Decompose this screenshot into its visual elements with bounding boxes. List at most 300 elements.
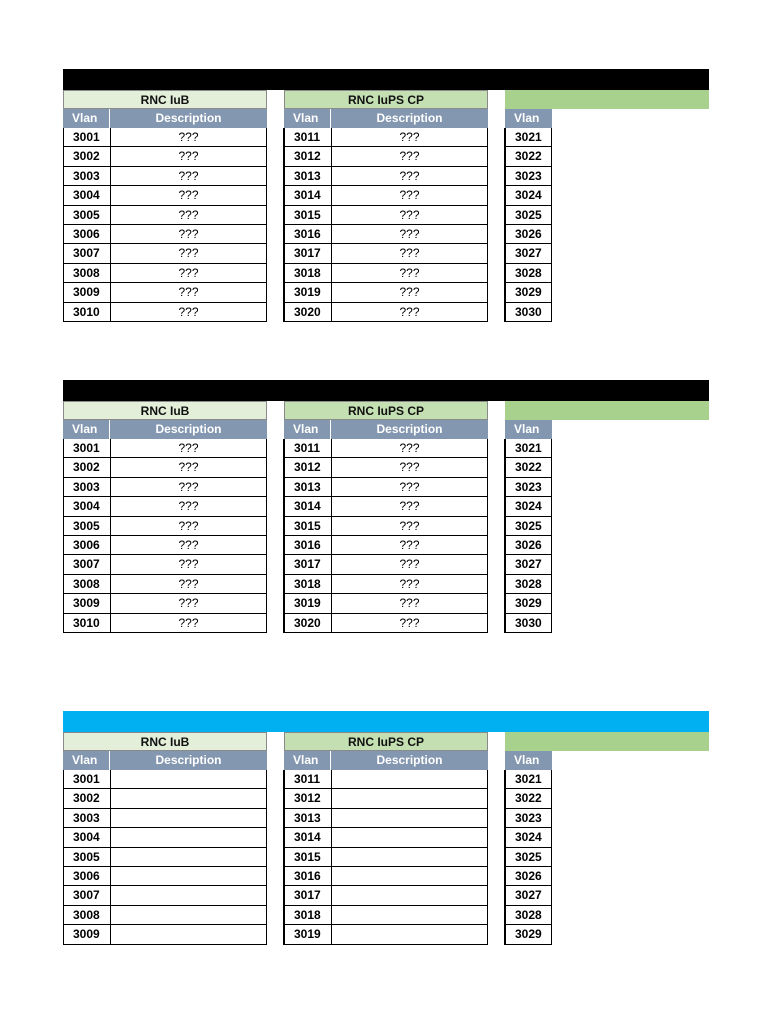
description-cell[interactable]: ??? bbox=[178, 518, 199, 533]
table-row[interactable] bbox=[284, 167, 488, 186]
table-row[interactable] bbox=[505, 886, 552, 905]
spacer-cell bbox=[267, 925, 284, 944]
description-cell[interactable]: ??? bbox=[399, 479, 420, 494]
table-row[interactable] bbox=[284, 458, 488, 477]
table-row[interactable] bbox=[505, 555, 552, 574]
vlan-cell[interactable]: 3013 bbox=[285, 478, 332, 496]
table-row[interactable] bbox=[505, 614, 552, 633]
table-row[interactable] bbox=[284, 848, 488, 867]
spacer-column bbox=[488, 90, 505, 322]
description-cell[interactable] bbox=[332, 809, 487, 827]
section-title-band bbox=[63, 69, 709, 90]
vlan-cell[interactable]: 3029 bbox=[515, 596, 542, 611]
spacer-cell bbox=[488, 303, 505, 322]
vlan-cell[interactable]: 3018 bbox=[285, 906, 332, 924]
description-cell[interactable]: ??? bbox=[399, 168, 420, 183]
table-row[interactable] bbox=[505, 789, 552, 808]
description-cell[interactable]: ??? bbox=[178, 441, 199, 455]
vlan-cell[interactable]: 3010 bbox=[64, 303, 111, 321]
vlan-cell[interactable]: 3012 bbox=[285, 147, 332, 165]
table-row[interactable] bbox=[63, 614, 267, 633]
spacer-cell bbox=[488, 439, 505, 458]
vlan-cell[interactable]: 3014 bbox=[285, 828, 332, 846]
spacer-column bbox=[488, 401, 505, 633]
vlan-cell[interactable]: 3005 bbox=[64, 848, 111, 866]
table-left bbox=[63, 90, 267, 322]
table-row[interactable] bbox=[505, 828, 552, 847]
table-row[interactable] bbox=[505, 497, 552, 516]
vlan-cell[interactable]: 3015 bbox=[285, 848, 332, 866]
vlan-cell[interactable]: 3022 bbox=[515, 791, 542, 806]
description-cell[interactable]: ??? bbox=[178, 168, 199, 183]
vlan-cell[interactable]: 3003 bbox=[64, 167, 111, 185]
table-row[interactable] bbox=[284, 886, 488, 905]
spacer-cell bbox=[267, 867, 284, 886]
table-row[interactable] bbox=[63, 828, 267, 847]
description-cell[interactable] bbox=[332, 886, 487, 904]
spacer-cell bbox=[267, 828, 284, 847]
vlan-cell[interactable]: 3011 bbox=[285, 128, 332, 146]
description-cell[interactable] bbox=[111, 848, 266, 866]
spacer-cell bbox=[267, 264, 284, 283]
table-row[interactable] bbox=[63, 128, 267, 147]
description-cell[interactable]: ??? bbox=[178, 130, 199, 144]
table-row[interactable] bbox=[284, 128, 488, 147]
spacer-column bbox=[267, 401, 284, 633]
table-row[interactable] bbox=[505, 809, 552, 828]
description-cell[interactable] bbox=[111, 925, 266, 943]
description-cell[interactable]: ??? bbox=[399, 149, 420, 164]
vlan-cell[interactable]: 3017 bbox=[285, 886, 332, 904]
vlan-cell[interactable]: 3026 bbox=[515, 868, 542, 883]
spacer-cell bbox=[488, 575, 505, 594]
vlan-cell[interactable]: 3011 bbox=[285, 439, 332, 457]
description-cell[interactable]: ??? bbox=[178, 596, 199, 611]
table-row[interactable] bbox=[63, 206, 267, 225]
vlan-cell[interactable]: 3008 bbox=[64, 264, 111, 282]
table-row[interactable] bbox=[63, 809, 267, 828]
description-cell[interactable]: ??? bbox=[399, 130, 420, 144]
table-row[interactable] bbox=[505, 536, 552, 555]
table-row[interactable] bbox=[284, 206, 488, 225]
table-row[interactable] bbox=[284, 478, 488, 497]
table-row[interactable] bbox=[505, 594, 552, 613]
table-row[interactable] bbox=[284, 264, 488, 283]
table-row[interactable] bbox=[63, 536, 267, 555]
vlan-cell[interactable]: 3001 bbox=[64, 128, 111, 146]
vlan-cell[interactable]: 3002 bbox=[64, 458, 111, 476]
vlan-cell[interactable]: 3024 bbox=[515, 188, 542, 203]
description-cell[interactable]: ??? bbox=[399, 265, 420, 280]
table-row[interactable] bbox=[63, 848, 267, 867]
vlan-cell[interactable]: 3026 bbox=[515, 226, 542, 241]
spacer-cell bbox=[488, 244, 505, 263]
description-cell[interactable] bbox=[332, 789, 487, 807]
vlan-cell[interactable]: 3014 bbox=[285, 497, 332, 515]
group-header-mid: RNC IuPS CP bbox=[284, 732, 488, 751]
vlan-cell[interactable]: 3027 bbox=[515, 557, 542, 572]
vlan-cell[interactable]: 3009 bbox=[64, 925, 111, 943]
description-cell[interactable]: ??? bbox=[178, 479, 199, 494]
table-row[interactable] bbox=[63, 244, 267, 263]
vlan-cell[interactable]: 3010 bbox=[64, 614, 111, 632]
column-header-vlan: Vlan bbox=[514, 753, 540, 767]
table-row[interactable] bbox=[63, 497, 267, 516]
vlan-cell[interactable]: 3007 bbox=[64, 886, 111, 904]
group-header-right bbox=[505, 90, 709, 109]
description-cell[interactable]: ??? bbox=[178, 207, 199, 222]
table-right bbox=[505, 401, 552, 633]
spacer-cell bbox=[267, 458, 284, 477]
vlan-cell[interactable]: 3014 bbox=[285, 186, 332, 204]
vlan-cell[interactable]: 3015 bbox=[285, 206, 332, 224]
table-row[interactable] bbox=[505, 225, 552, 244]
vlan-cell[interactable]: 3004 bbox=[64, 186, 111, 204]
column-header-description: Description bbox=[376, 422, 443, 436]
vlan-cell[interactable]: 3007 bbox=[64, 244, 111, 262]
vlan-cell[interactable]: 3023 bbox=[515, 168, 542, 183]
description-cell[interactable] bbox=[111, 770, 266, 788]
description-cell[interactable]: ??? bbox=[178, 537, 199, 552]
table-row[interactable] bbox=[284, 828, 488, 847]
description-cell[interactable]: ??? bbox=[399, 246, 420, 261]
spacer-cell bbox=[488, 886, 505, 905]
vlan-cell[interactable]: 3002 bbox=[64, 789, 111, 807]
vlan-cell[interactable]: 3022 bbox=[515, 149, 542, 164]
table-row[interactable] bbox=[284, 925, 488, 944]
column-header-row bbox=[63, 420, 267, 439]
table-row[interactable] bbox=[284, 906, 488, 925]
column-header-row bbox=[63, 751, 267, 770]
table-row[interactable] bbox=[63, 555, 267, 574]
table-row[interactable] bbox=[284, 575, 488, 594]
vlan-cell[interactable]: 3019 bbox=[285, 594, 332, 612]
vlan-cell[interactable]: 3008 bbox=[64, 575, 111, 593]
table-row[interactable] bbox=[63, 594, 267, 613]
table-row[interactable] bbox=[63, 906, 267, 925]
description-cell[interactable]: ??? bbox=[399, 557, 420, 572]
vlan-cell[interactable]: 3029 bbox=[515, 927, 542, 942]
spacer-cell bbox=[267, 848, 284, 867]
vlan-cell[interactable]: 3019 bbox=[285, 283, 332, 301]
vlan-cell[interactable]: 3023 bbox=[515, 479, 542, 494]
vlan-cell[interactable]: 3017 bbox=[285, 244, 332, 262]
vlan-cell[interactable]: 3029 bbox=[515, 285, 542, 300]
vlan-cell[interactable]: 3003 bbox=[64, 809, 111, 827]
vlan-cell[interactable]: 3013 bbox=[285, 809, 332, 827]
table-right bbox=[505, 90, 552, 322]
table-row[interactable] bbox=[505, 848, 552, 867]
column-header-description: Description bbox=[155, 422, 222, 436]
table-row[interactable] bbox=[284, 439, 488, 458]
spacer-cell bbox=[488, 497, 505, 516]
table-row[interactable] bbox=[284, 770, 488, 789]
description-cell[interactable] bbox=[111, 809, 266, 827]
vlan-cell[interactable]: 3025 bbox=[515, 849, 542, 864]
description-cell[interactable]: ??? bbox=[178, 246, 199, 261]
vlan-cell[interactable]: 3004 bbox=[64, 497, 111, 515]
vlan-cell[interactable]: 3006 bbox=[64, 867, 111, 885]
group-header-right bbox=[505, 401, 709, 420]
spacer-cell bbox=[488, 789, 505, 808]
table-row[interactable] bbox=[63, 789, 267, 808]
tables-row bbox=[63, 401, 709, 633]
spacer-cell bbox=[267, 167, 284, 186]
table-row[interactable] bbox=[63, 303, 267, 322]
vlan-cell[interactable]: 3006 bbox=[64, 225, 111, 243]
description-cell[interactable]: ??? bbox=[399, 460, 420, 475]
table-row[interactable] bbox=[284, 614, 488, 633]
vlan-cell[interactable]: 3007 bbox=[64, 555, 111, 573]
vlan-cell[interactable]: 3025 bbox=[515, 518, 542, 533]
spacer-cell bbox=[267, 303, 284, 322]
table-row[interactable] bbox=[63, 478, 267, 497]
description-cell[interactable]: ??? bbox=[178, 499, 199, 514]
vlan-cell[interactable]: 3016 bbox=[285, 536, 332, 554]
table-row[interactable] bbox=[284, 225, 488, 244]
table-row[interactable] bbox=[284, 809, 488, 828]
vlan-cell[interactable]: 3008 bbox=[64, 906, 111, 924]
vlan-cell[interactable]: 3027 bbox=[515, 888, 542, 903]
spacer-cell bbox=[267, 283, 284, 302]
table-row[interactable] bbox=[505, 867, 552, 886]
vlan-cell[interactable]: 3001 bbox=[64, 439, 111, 457]
description-cell[interactable]: ??? bbox=[399, 285, 420, 300]
table-row[interactable] bbox=[505, 575, 552, 594]
spacer-cell bbox=[488, 283, 505, 302]
column-header-vlan: Vlan bbox=[284, 751, 331, 770]
vlan-cell[interactable]: 3020 bbox=[285, 303, 332, 321]
description-cell[interactable]: ??? bbox=[178, 285, 199, 300]
table-row[interactable] bbox=[63, 264, 267, 283]
table-row[interactable] bbox=[63, 458, 267, 477]
table-row[interactable] bbox=[284, 497, 488, 516]
description-cell[interactable]: ??? bbox=[178, 576, 199, 591]
vlan-cell[interactable]: 3001 bbox=[64, 770, 111, 788]
spacer-column bbox=[267, 732, 284, 945]
table-left bbox=[63, 401, 267, 633]
table-row[interactable] bbox=[63, 283, 267, 302]
table-row[interactable] bbox=[505, 244, 552, 263]
spacer-cell bbox=[267, 614, 284, 633]
table-row[interactable] bbox=[505, 439, 552, 458]
description-cell[interactable]: ??? bbox=[178, 557, 199, 572]
vlan-cell[interactable]: 3017 bbox=[285, 555, 332, 573]
table-row[interactable] bbox=[284, 555, 488, 574]
table-row[interactable] bbox=[505, 186, 552, 205]
vlan-cell[interactable]: 3006 bbox=[64, 536, 111, 554]
description-cell[interactable] bbox=[111, 906, 266, 924]
table-row[interactable] bbox=[505, 264, 552, 283]
table-row[interactable] bbox=[63, 886, 267, 905]
table-row[interactable] bbox=[284, 517, 488, 536]
description-cell[interactable] bbox=[111, 789, 266, 807]
table-row[interactable] bbox=[63, 147, 267, 166]
vlan-cell[interactable]: 3020 bbox=[285, 614, 332, 632]
vlan-cell[interactable]: 3021 bbox=[515, 772, 542, 786]
description-cell[interactable]: ??? bbox=[399, 615, 420, 630]
table-row[interactable] bbox=[284, 789, 488, 808]
table-row[interactable] bbox=[63, 575, 267, 594]
table-row[interactable] bbox=[63, 770, 267, 789]
description-cell[interactable] bbox=[332, 828, 487, 846]
description-cell[interactable]: ??? bbox=[178, 460, 199, 475]
vlan-cell[interactable]: 3018 bbox=[285, 575, 332, 593]
table-row[interactable] bbox=[284, 283, 488, 302]
table-row[interactable] bbox=[505, 478, 552, 497]
column-header-vlan: Vlan bbox=[514, 422, 540, 436]
spacer-cell bbox=[488, 186, 505, 205]
spacer-cell bbox=[267, 439, 284, 458]
spacer-cell bbox=[488, 925, 505, 944]
spacer-cell bbox=[488, 167, 505, 186]
table-row[interactable] bbox=[284, 594, 488, 613]
table-row[interactable] bbox=[505, 167, 552, 186]
description-cell[interactable] bbox=[332, 906, 487, 924]
vlan-cell[interactable]: 3027 bbox=[515, 246, 542, 261]
table-row[interactable] bbox=[284, 147, 488, 166]
group-header-left: RNC IuB bbox=[63, 732, 267, 751]
spacer-cell bbox=[488, 828, 505, 847]
vlan-cell[interactable]: 3011 bbox=[285, 770, 332, 788]
table-row[interactable] bbox=[505, 206, 552, 225]
vlan-cell[interactable]: 3016 bbox=[285, 225, 332, 243]
description-cell[interactable]: ??? bbox=[178, 226, 199, 241]
spacer-cell bbox=[488, 809, 505, 828]
vlan-cell[interactable]: 3016 bbox=[285, 867, 332, 885]
description-cell[interactable]: ??? bbox=[399, 576, 420, 591]
description-cell[interactable]: ??? bbox=[399, 518, 420, 533]
table-row[interactable] bbox=[284, 867, 488, 886]
description-cell[interactable]: ??? bbox=[399, 226, 420, 241]
table-row[interactable] bbox=[63, 225, 267, 244]
description-cell[interactable] bbox=[111, 886, 266, 904]
spacer-cell bbox=[488, 536, 505, 555]
table-row[interactable] bbox=[63, 439, 267, 458]
description-cell[interactable]: ??? bbox=[178, 304, 199, 319]
spacer-cell bbox=[488, 867, 505, 886]
table-row[interactable] bbox=[63, 517, 267, 536]
vlan-cell[interactable]: 3002 bbox=[64, 147, 111, 165]
vlan-cell[interactable]: 3012 bbox=[285, 789, 332, 807]
vlan-cell[interactable]: 3003 bbox=[64, 478, 111, 496]
table-row[interactable] bbox=[505, 906, 552, 925]
spacer-cell bbox=[488, 264, 505, 283]
spacer-cell bbox=[267, 225, 284, 244]
table-row[interactable] bbox=[505, 147, 552, 166]
spacer-cell bbox=[488, 206, 505, 225]
table-row[interactable] bbox=[63, 925, 267, 944]
vlan-cell[interactable]: 3013 bbox=[285, 167, 332, 185]
table-row[interactable] bbox=[505, 770, 552, 789]
description-cell[interactable] bbox=[111, 828, 266, 846]
column-header-vlan: Vlan bbox=[63, 109, 110, 128]
description-cell[interactable]: ??? bbox=[178, 615, 199, 630]
vlan-cell[interactable]: 3005 bbox=[64, 517, 111, 535]
spacer-cell bbox=[267, 770, 284, 789]
table-row[interactable] bbox=[505, 517, 552, 536]
table-row[interactable] bbox=[284, 536, 488, 555]
description-cell[interactable] bbox=[111, 867, 266, 885]
column-header-description: Description bbox=[376, 753, 443, 767]
table-row[interactable] bbox=[505, 128, 552, 147]
column-header-row bbox=[284, 109, 488, 128]
table-mid bbox=[284, 90, 488, 322]
table-row[interactable] bbox=[63, 167, 267, 186]
vlan-cell[interactable]: 3026 bbox=[515, 537, 542, 552]
vlan-cell[interactable]: 3028 bbox=[515, 576, 542, 591]
vlan-cell[interactable]: 3012 bbox=[285, 458, 332, 476]
description-cell[interactable]: ??? bbox=[178, 149, 199, 164]
vlan-cell[interactable]: 3022 bbox=[515, 460, 542, 475]
vlan-cell[interactable]: 3019 bbox=[285, 925, 332, 943]
vlan-cell[interactable]: 3024 bbox=[515, 499, 542, 514]
vlan-cell[interactable]: 3024 bbox=[515, 830, 542, 845]
group-header-left: RNC IuB bbox=[63, 401, 267, 420]
description-cell[interactable]: ??? bbox=[399, 207, 420, 222]
vlan-cell[interactable]: 3030 bbox=[515, 615, 542, 630]
vlan-cell[interactable]: 3028 bbox=[515, 265, 542, 280]
vlan-cell[interactable]: 3004 bbox=[64, 828, 111, 846]
vlan-cell[interactable]: 3018 bbox=[285, 264, 332, 282]
spacer-cell bbox=[488, 614, 505, 633]
spacer-cell bbox=[267, 575, 284, 594]
table-row[interactable] bbox=[284, 244, 488, 263]
spacer-column bbox=[267, 90, 284, 322]
spacer-cell bbox=[267, 128, 284, 147]
table-row[interactable] bbox=[284, 303, 488, 322]
description-cell[interactable] bbox=[332, 925, 487, 943]
table-row[interactable] bbox=[505, 458, 552, 477]
vlan-cell[interactable]: 3025 bbox=[515, 207, 542, 222]
spacer-cell bbox=[267, 594, 284, 613]
description-cell[interactable] bbox=[332, 770, 487, 788]
vlan-cell[interactable]: 3028 bbox=[515, 907, 542, 922]
description-cell[interactable]: ??? bbox=[178, 265, 199, 280]
table-row[interactable] bbox=[284, 186, 488, 205]
description-cell[interactable]: ??? bbox=[399, 537, 420, 552]
description-cell[interactable]: ??? bbox=[399, 188, 420, 203]
vlan-cell[interactable]: 3009 bbox=[64, 594, 111, 612]
vlan-cell[interactable]: 3015 bbox=[285, 517, 332, 535]
column-header-row bbox=[63, 109, 267, 128]
column-header-row bbox=[284, 420, 488, 439]
vlan-cell[interactable]: 3023 bbox=[515, 810, 542, 825]
description-cell[interactable]: ??? bbox=[399, 304, 420, 319]
vlan-cell[interactable]: 3021 bbox=[515, 130, 542, 144]
table-right bbox=[505, 732, 552, 945]
description-cell[interactable] bbox=[332, 848, 487, 866]
vlan-cell[interactable]: 3030 bbox=[515, 304, 542, 319]
column-header-description: Description bbox=[155, 753, 222, 767]
table-row[interactable] bbox=[63, 867, 267, 886]
table-row[interactable] bbox=[505, 303, 552, 322]
column-header-vlan: Vlan bbox=[284, 109, 331, 128]
group-header-mid: RNC IuPS CP bbox=[284, 90, 488, 109]
vlan-cell[interactable]: 3009 bbox=[64, 283, 111, 301]
description-cell[interactable] bbox=[332, 867, 487, 885]
spacer-cell bbox=[267, 536, 284, 555]
description-cell[interactable]: ??? bbox=[399, 441, 420, 455]
table-row[interactable] bbox=[505, 925, 552, 944]
table-row[interactable] bbox=[505, 283, 552, 302]
table-row[interactable] bbox=[63, 186, 267, 205]
description-cell[interactable]: ??? bbox=[399, 596, 420, 611]
description-cell[interactable]: ??? bbox=[178, 188, 199, 203]
vlan-cell[interactable]: 3005 bbox=[64, 206, 111, 224]
description-cell[interactable]: ??? bbox=[399, 499, 420, 514]
vlan-cell[interactable]: 3021 bbox=[515, 441, 542, 455]
